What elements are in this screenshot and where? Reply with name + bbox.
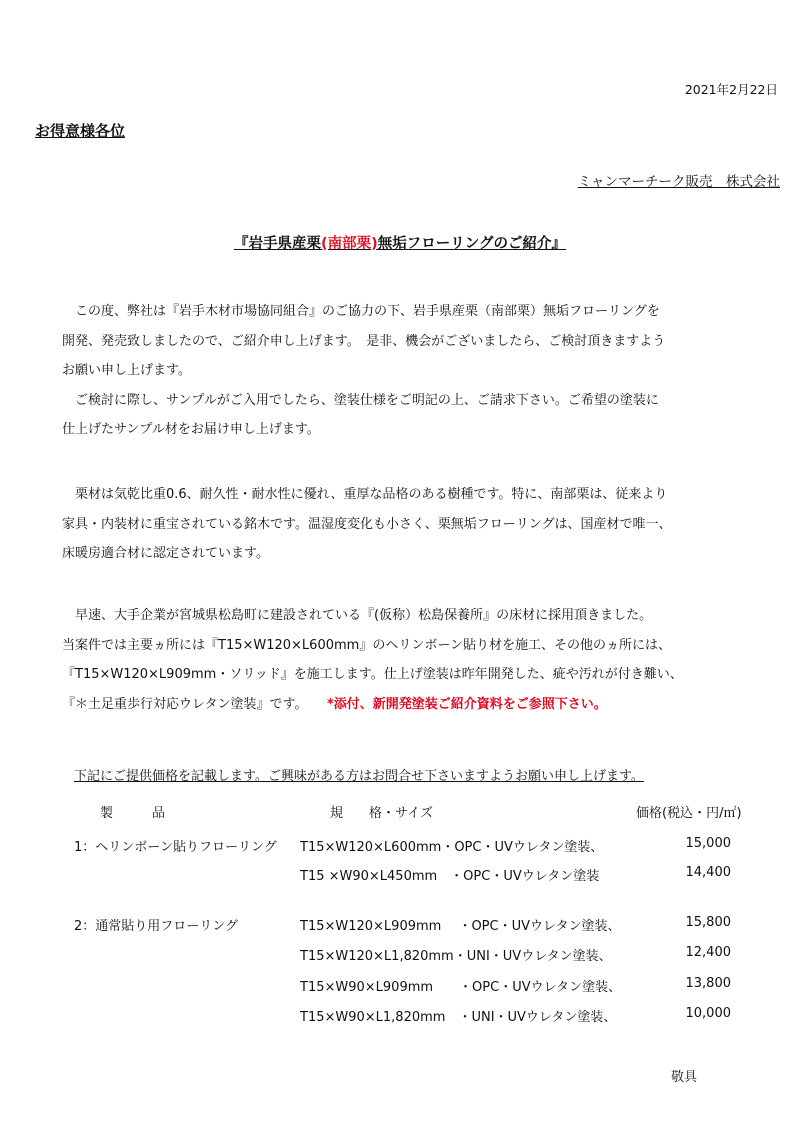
table-row-price: 12,400 [685, 945, 731, 960]
header-price: 価格(税込・円/㎡) [636, 806, 742, 821]
table-row-spec: T15×W90×L909mm ・OPC・UVウレタン塗装、 [300, 980, 622, 995]
attachment-notice: *添付、新開発塗装ご紹介資料をご参照下さい。 [326, 696, 607, 712]
table-row-product: 2：通常貼り用フローリング [74, 919, 239, 934]
paragraph-line: 床暖房適合材に認定されています。 [62, 546, 269, 561]
recipient-heading: お得意様各位 [35, 122, 126, 140]
table-row-price: 15,800 [685, 915, 731, 930]
title-suffix: 無垢フローリングのご紹介』 [377, 236, 566, 252]
paragraph-wood-properties [62, 480, 752, 569]
header-spec: 規 格・サイズ [330, 806, 433, 821]
paragraph-line: 栗材は気乾比重0.6、耐久性・耐水性に優れ、重厚な品格のある樹種です。特に、南部栗は、従来より [62, 487, 668, 502]
paragraph-line: この度、弊社は『岩手木材市場協同組合』のご協力の下、岩手県産栗（南部栗）無垢フローリングを [62, 304, 660, 319]
table-row-product: 1：ヘリンボーン貼りフローリング [74, 840, 277, 855]
title-prefix: 『岩手県産栗 [234, 236, 321, 252]
table-row-price: 10,000 [685, 1006, 731, 1021]
table-row-spec: T15×W120×L600mm・OPC・UVウレタン塗装、 [300, 840, 604, 855]
paragraph-line: 開発、発売致しましたので、ご紹介申し上げます。 是非、機会がございましたら、ご検討頂きますよう [62, 333, 666, 349]
paragraph-line: 家具・内装材に重宝されている銘木です。温湿度変化も小さく、栗無垢フローリングは、国産材で唯一、 [62, 516, 672, 532]
paragraph-line: ご検討に際し、サンプルがご入用でしたら、塗装仕様をご明記の上、ご請求下さい。ご希望の塗装に [62, 392, 659, 408]
paragraph-line: 『T15×W120×L909mm・ソリッド』を施工します。仕上げ塗装は昨年開発した、疵や汚れが付き難い、 [62, 667, 683, 682]
paragraph-line: 早速、大手企業が宮城県松島町に建設されている『(仮称）松島保養所』の床材に採用頂きました。 [62, 608, 653, 623]
document-title [0, 232, 800, 253]
sender-company: ミャンマーチーク販売 株式会社 [577, 174, 780, 190]
closing-remark: 敬具 [671, 1070, 698, 1085]
document-date: 2021年2月22日 [684, 82, 778, 97]
paragraph-line: お願い申し上げます。 [62, 363, 191, 378]
paragraph-line: 当案件では主要ヵ所には『T15×W120×L600mm』のヘリンボーン貼り材を施工、その他のヵ所には、 [62, 637, 672, 653]
paragraph-line [62, 690, 752, 720]
price-intro: 下記にご提供価格を記載します。ご興味がある方はお問合せ下さいますようお願い申し上げます。 [74, 769, 644, 784]
title-highlight: (南部栗) [321, 236, 378, 252]
table-row-spec: T15×W90×L1,820mm ・UNI・UVウレタン塗装、 [300, 1010, 617, 1025]
table-row-price: 15,000 [685, 836, 731, 851]
paragraph-case-study [62, 601, 752, 719]
paragraph-introduction [62, 297, 752, 445]
table-row-price: 14,400 [685, 865, 731, 880]
header-product: 製 品 [100, 806, 166, 821]
table-row-spec: T15×W120×L909mm ・OPC・UVウレタン塗装、 [300, 919, 621, 934]
table-row-spec: T15×W120×L1,820mm・UNI・UVウレタン塗装、 [300, 949, 612, 964]
table-row-price: 13,800 [685, 976, 731, 991]
paragraph-last-line: 『＊土足重歩行対応ウレタン塗装』です。 [62, 696, 301, 712]
table-row-spec: T15 ×W90×L450mm ・OPC・UVウレタン塗装 [300, 869, 600, 884]
paragraph-line: 仕上げたサンプル材をお届け申し上げます。 [62, 422, 320, 437]
